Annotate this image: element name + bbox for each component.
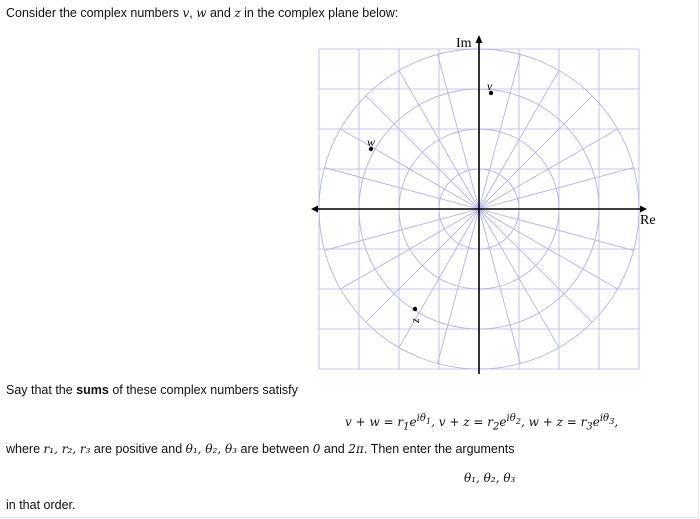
cond-enter: . Then enter the arguments bbox=[363, 442, 515, 456]
var-z: z bbox=[234, 6, 241, 20]
intro-and: and bbox=[206, 6, 235, 20]
statement-suffix: of these complex numbers satisfy bbox=[108, 383, 298, 397]
intro-suffix: in the complex plane below: bbox=[240, 6, 399, 20]
polar-radial-line bbox=[366, 209, 479, 322]
real-axis-arrow-left bbox=[311, 206, 318, 213]
polar-radial-line bbox=[479, 209, 634, 250]
conditions-text bbox=[6, 442, 515, 456]
point-label-z: z bbox=[408, 318, 422, 323]
sum-equation: $v + w = r_1e^{i\theta_1}$, $v + z = r_2e^{i\theta_2}$, $w + z = r_3e^{i\theta_3}$, bbox=[345, 413, 619, 433]
polar-radial-line bbox=[479, 209, 520, 364]
var-w: w bbox=[196, 6, 207, 20]
polar-radial-line bbox=[324, 209, 479, 250]
imaginary-axis-label: Im bbox=[456, 36, 472, 51]
cond-and: and bbox=[320, 442, 349, 456]
polar-radial-line bbox=[479, 168, 634, 209]
var-v: v bbox=[182, 6, 190, 20]
closing-text: in that order. bbox=[6, 498, 76, 512]
cond-zero: 0 bbox=[312, 442, 321, 456]
point-z bbox=[413, 307, 417, 311]
intro-comma: , bbox=[189, 6, 197, 20]
cond-between: are between bbox=[237, 442, 313, 456]
imaginary-axis-arrow-up bbox=[476, 35, 483, 43]
polar-radial-line bbox=[366, 96, 479, 209]
cond-where: where bbox=[6, 442, 44, 456]
intro-text bbox=[6, 6, 398, 20]
polar-radial-line bbox=[438, 54, 479, 209]
real-axis-label: Re bbox=[640, 213, 656, 228]
cond-theta-values: θ₁, θ₂, θ₃ bbox=[185, 442, 238, 456]
point-label-w: w bbox=[367, 135, 376, 149]
complex-plane-figure bbox=[306, 34, 670, 374]
polar-radial-line bbox=[438, 209, 479, 364]
cond-positive: are positive and bbox=[90, 442, 186, 456]
polar-radial-line bbox=[479, 209, 592, 322]
polar-radial-line bbox=[479, 54, 520, 209]
axes bbox=[311, 35, 647, 374]
statement-text bbox=[6, 383, 298, 397]
polar-radial-line bbox=[479, 96, 592, 209]
polar-radial-line bbox=[324, 168, 479, 209]
cond-r-values: r₁, r₂, r₃ bbox=[43, 442, 91, 456]
statement-prefix: Say that the bbox=[6, 383, 77, 397]
cond-two-pi: 2π bbox=[348, 442, 364, 456]
point-label-v: v bbox=[487, 79, 493, 93]
arguments-list: θ₁, θ₂, θ₃ bbox=[464, 471, 516, 485]
real-axis-arrow-right bbox=[640, 206, 647, 213]
statement-sums: sums bbox=[76, 383, 109, 397]
intro-prefix: Consider the complex numbers bbox=[6, 6, 183, 20]
